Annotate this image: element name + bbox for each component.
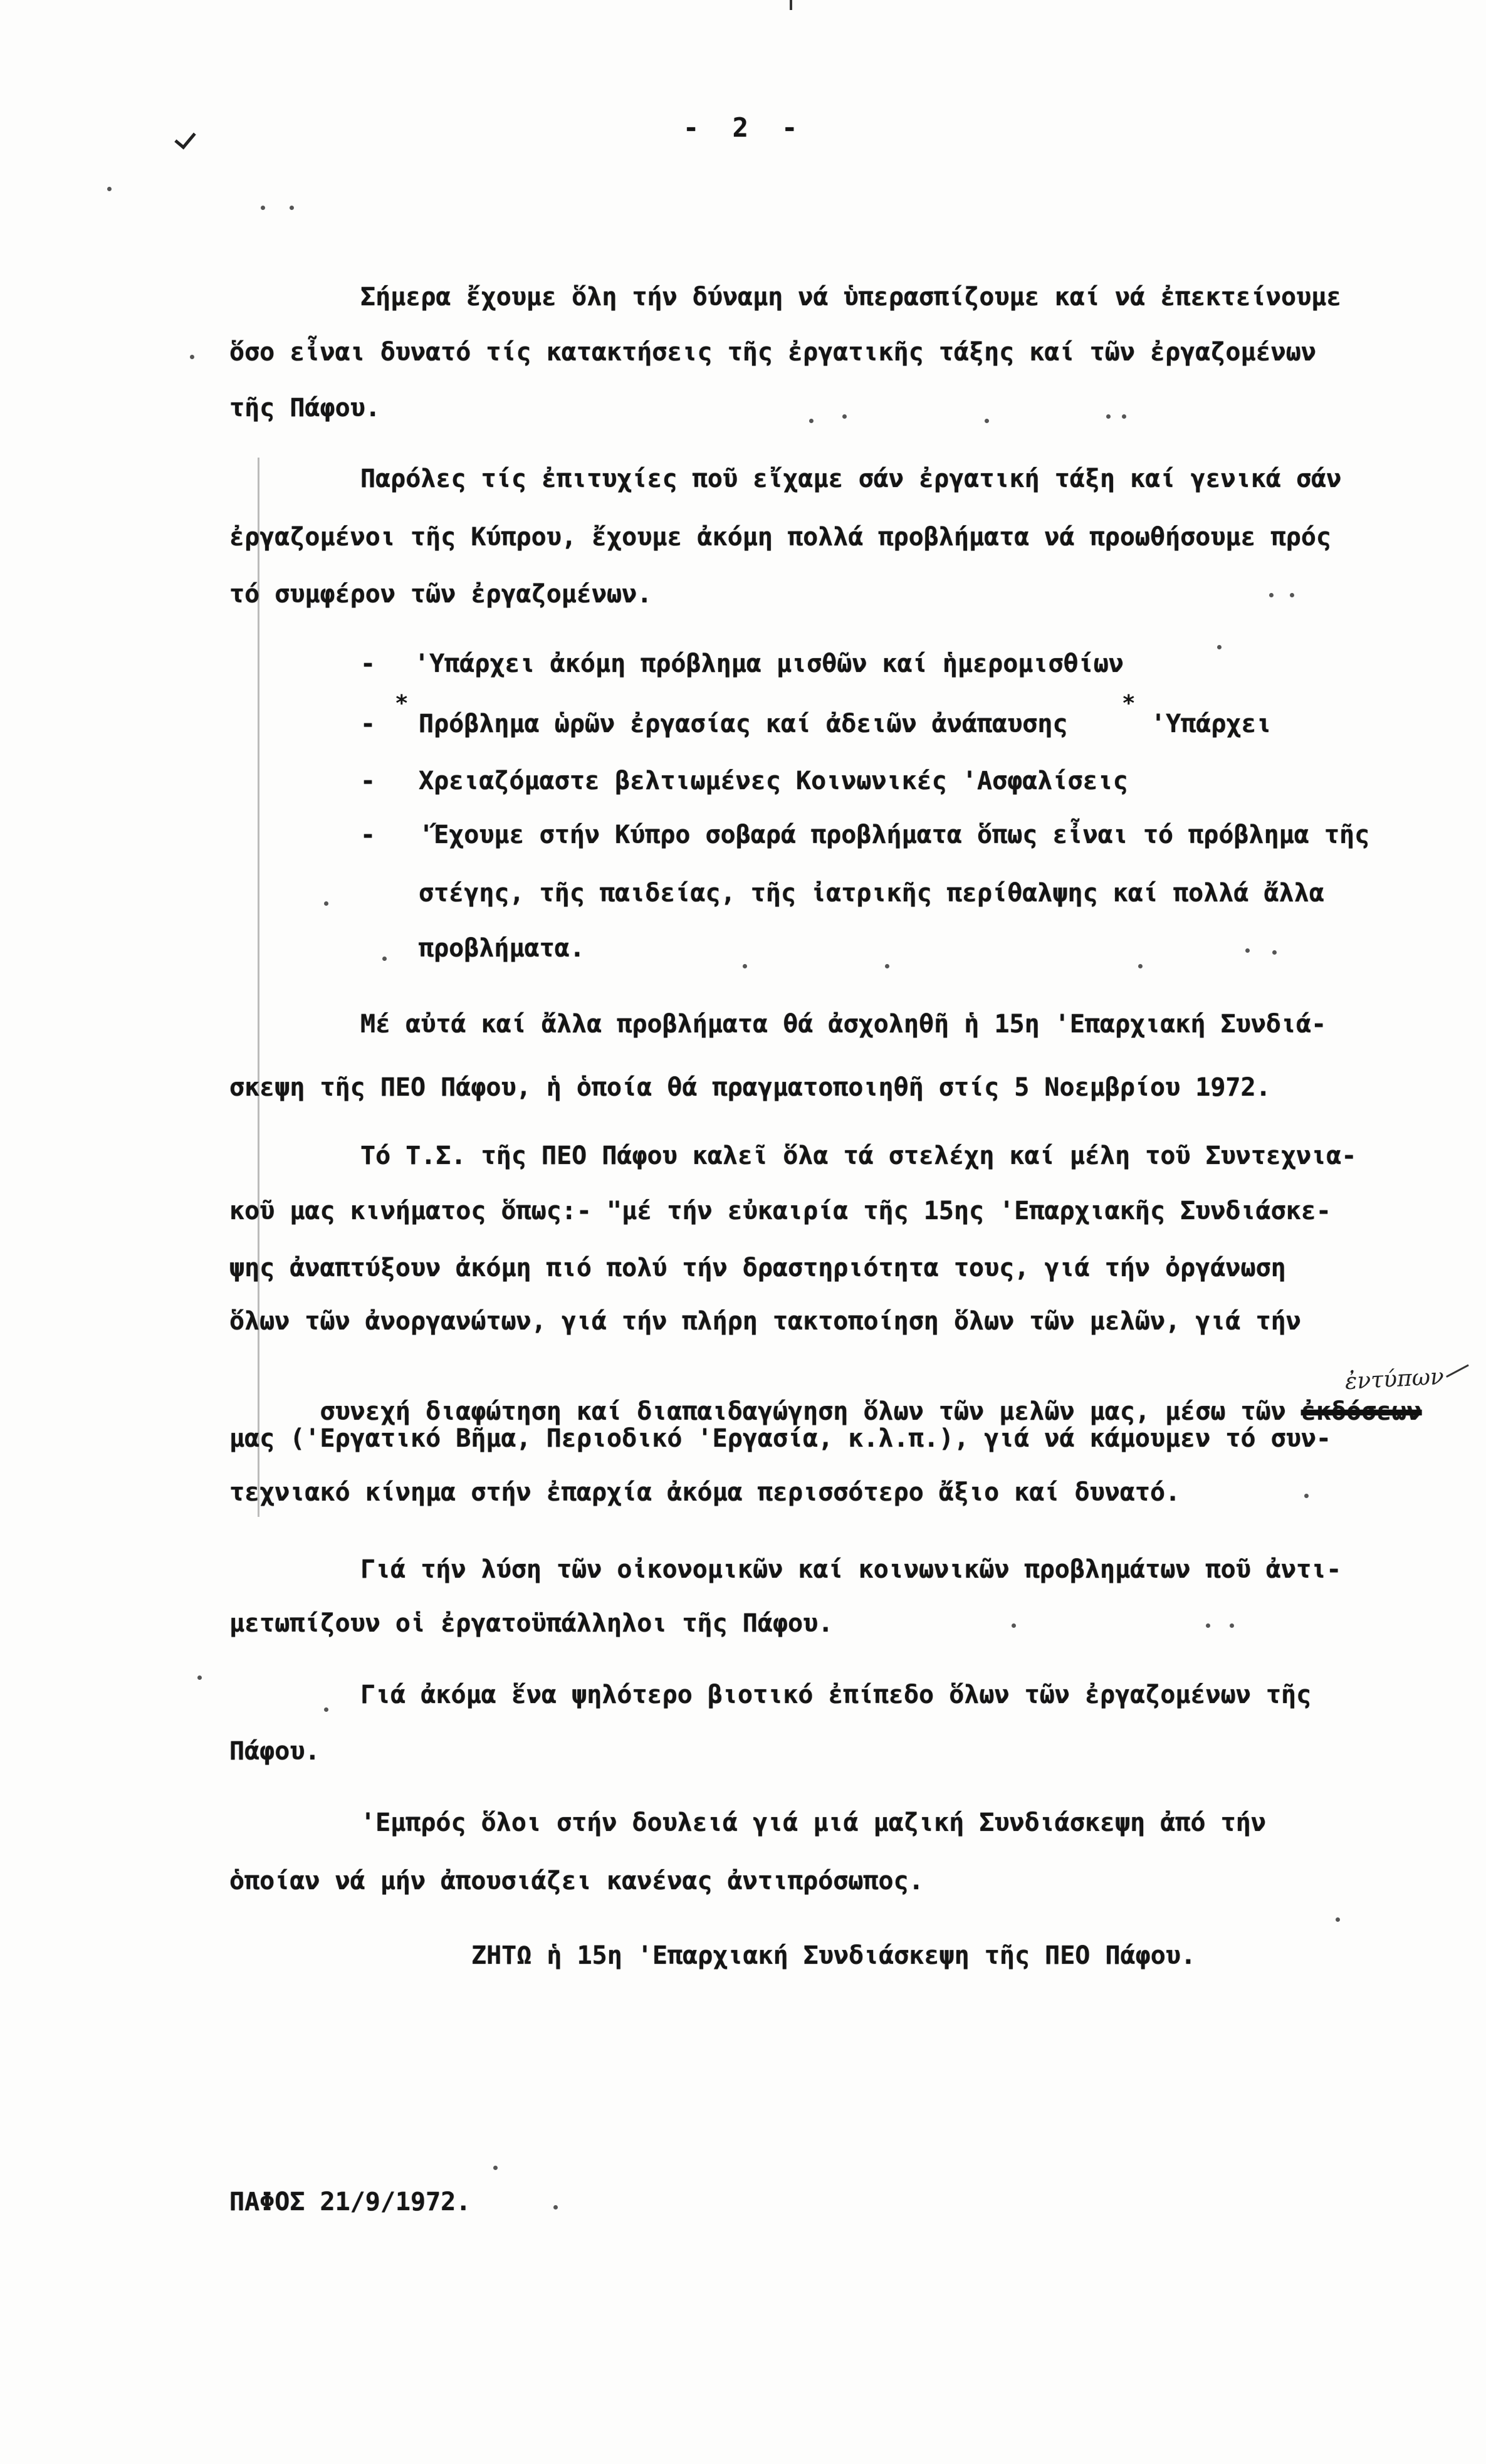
asterisk-mark: * bbox=[395, 691, 409, 716]
scan-speck bbox=[809, 419, 814, 423]
paragraph-line: Γιά ἀκόμα ἕνα ψηλότερο βιοτικό ἐπίπεδο ὅλων τῶν ἐργαζομένων τῆς bbox=[360, 1680, 1312, 1709]
handwritten-correction: ἐντύπων bbox=[1344, 1362, 1445, 1397]
paragraph-line: 'Εμπρός ὅλοι στήν δουλειά γιά μιά μαζική Συνδιάσκεψη ἀπό τήν bbox=[360, 1808, 1266, 1837]
paragraph-line: Πάφου. bbox=[229, 1737, 320, 1766]
bullet-item-2: Πρόβλημα ὡρῶν ἐργασίας καί ἀδειῶν ἀνάπαυσης bbox=[419, 710, 1068, 738]
scan-mark bbox=[790, 0, 792, 10]
scan-speck bbox=[842, 414, 847, 419]
paragraph-line: Γιά τήν λύση τῶν οἰκονομικῶν καί κοινωνικῶν προβλημάτων ποῦ ἀντι- bbox=[360, 1555, 1342, 1584]
scan-speck bbox=[1290, 593, 1294, 597]
bullet-item-2-tail: 'Υπάρχει bbox=[1151, 710, 1272, 738]
scan-speck bbox=[1272, 950, 1277, 955]
slogan-line: ΖΗΤΩ ἡ 15η 'Επαρχιακή Συνδιάσκεψη τῆς ΠΕΟ Πάφου. bbox=[471, 1941, 1196, 1970]
struck-word bbox=[1300, 1363, 1445, 1426]
bullet-dash: - bbox=[360, 710, 376, 738]
scan-speck bbox=[985, 419, 989, 423]
paragraph-line: ὁποίαν νά μήν ἀπουσιάζει κανένας ἀντιπρόσωπος. bbox=[229, 1867, 924, 1895]
scan-speck bbox=[197, 1675, 202, 1680]
scan-speck bbox=[290, 206, 294, 210]
margin-line bbox=[258, 458, 259, 1517]
scan-speck bbox=[1206, 1623, 1210, 1628]
page-number: - 2 - bbox=[683, 112, 807, 143]
paragraph-line: μας ('Εργατικό Βῆμα, Περιοδικό 'Εργασία, κ.λ.π.), γιά νά κάμουμεν τό συν- bbox=[229, 1424, 1331, 1453]
scan-speck bbox=[1304, 1494, 1309, 1498]
scan-speck bbox=[1122, 414, 1126, 419]
scan-speck bbox=[885, 964, 889, 968]
scan-speck bbox=[190, 355, 194, 359]
bullet-item-1: 'Υπάρχει ἀκόμη πρόβλημα μισθῶν καί ἡμερομισθίων bbox=[414, 649, 1124, 678]
scan-speck bbox=[382, 957, 387, 961]
scan-speck bbox=[1269, 593, 1274, 597]
scan-speck bbox=[1230, 1623, 1234, 1628]
scan-speck bbox=[261, 206, 265, 210]
scan-speck bbox=[493, 2166, 498, 2170]
paragraph-line: τῆς Πάφου. bbox=[229, 394, 380, 422]
paragraph-line: σκεψη τῆς ΠΕΟ Πάφου, ἡ ὁποία θά πραγματοποιηθῆ στίς 5 Νοεμβρίου 1972. bbox=[229, 1073, 1271, 1102]
place-date: ΠΑΦΟΣ 21/9/1972. bbox=[229, 2188, 471, 2216]
struck-word-text: ἐκδόσεων bbox=[1300, 1397, 1422, 1426]
scan-speck bbox=[1336, 1917, 1340, 1922]
paragraph-line: ψης ἀναπτύξουν ἀκόμη πιό πολύ τήν δραστηριότητα τους, γιά τήν ὀργάνωση bbox=[229, 1254, 1286, 1282]
scan-speck bbox=[324, 1707, 328, 1712]
paragraph-line-text: συνεχή διαφώτηση καί διαπαιδαγώγηση ὅλων τῶν μελῶν μας, μέσω τῶν bbox=[320, 1397, 1301, 1426]
scan-speck bbox=[1138, 964, 1143, 968]
paragraph-line: τό συμφέρον τῶν ἐργαζομένων. bbox=[229, 580, 652, 609]
paragraph-line: Τό Τ.Σ. τῆς ΠΕΟ Πάφου καλεῖ ὅλα τά στελέχη καί μέλη τοῦ Συντεχνια- bbox=[360, 1141, 1357, 1170]
bullet-dash: - bbox=[360, 649, 376, 678]
bullet-item-4: 'Έχουμε στήν Κύπρο σοβαρά προβλήματα ὅπως εἶναι τό πρόβλημα τῆς bbox=[419, 820, 1370, 849]
paragraph-line: ὅλων τῶν ἀνοργανώτων, γιά τήν πλήρη τακτοποίηση ὅλων τῶν μελῶν, γιά τήν bbox=[229, 1307, 1301, 1336]
scan-speck bbox=[1012, 1623, 1016, 1628]
scan-speck bbox=[1217, 645, 1222, 649]
asterisk-mark: * bbox=[1122, 691, 1136, 716]
scan-speck bbox=[324, 901, 328, 906]
paragraph-line: Παρόλες τίς ἐπιτυχίες ποῦ εἴχαμε σάν ἐργατική τάξη καί γενικά σάν bbox=[360, 464, 1342, 493]
scan-speck bbox=[553, 2205, 558, 2210]
paragraph-line: Μέ αὐτά καί ἄλλα προβλήματα θά ἀσχοληθῆ ἡ 15η 'Επαρχιακή Συνδιά- bbox=[360, 1010, 1327, 1039]
paragraph-line: ἐργαζομένοι τῆς Κύπρου, ἔχουμε ἀκόμη πολλά προβλήματα νά προωθήσουμε πρός bbox=[229, 523, 1331, 552]
bullet-dash: - bbox=[360, 767, 376, 795]
paragraph-line: Σήμερα ἔχουμε ὅλη τήν δύναμη νά ὑπερασπίζουμε καί νά ἐπεκτείνουμε bbox=[360, 283, 1342, 312]
scan-speck bbox=[107, 187, 112, 191]
paragraph-line: κοῦ μας κινήματος ὅπως:- "μέ τήν εὐκαιρία τῆς 15ης 'Επαρχιακῆς Συνδιάσκε- bbox=[229, 1197, 1331, 1225]
bullet-item-4: στέγης, τῆς παιδείας, τῆς ἰατρικῆς περίθαλψης καί πολλά ἄλλα bbox=[419, 879, 1324, 908]
paragraph-line: μετωπίζουν οἱ ἐργατοϋπάλληλοι τῆς Πάφου. bbox=[229, 1609, 834, 1638]
bullet-item-4: προβλήματα. bbox=[419, 934, 585, 963]
scan-speck bbox=[743, 964, 747, 968]
bullet-dash: - bbox=[360, 820, 376, 849]
scan-speck bbox=[1245, 948, 1250, 953]
paragraph-line: ὅσο εἶναι δυνατό τίς κατακτήσεις τῆς ἐργατικῆς τάξης καί τῶν ἐργαζομένων bbox=[229, 338, 1316, 367]
scan-speck bbox=[1106, 414, 1111, 419]
bullet-item-3: Χρειαζόμαστε βελτιωμένες Κοινωνικές 'Ασφαλίσεις bbox=[419, 767, 1128, 795]
paragraph-line: τεχνιακό κίνημα στήν ἐπαρχία ἀκόμα περισσότερο ἄξιο καί δυνατό. bbox=[229, 1478, 1181, 1507]
scan-mark bbox=[174, 127, 196, 150]
